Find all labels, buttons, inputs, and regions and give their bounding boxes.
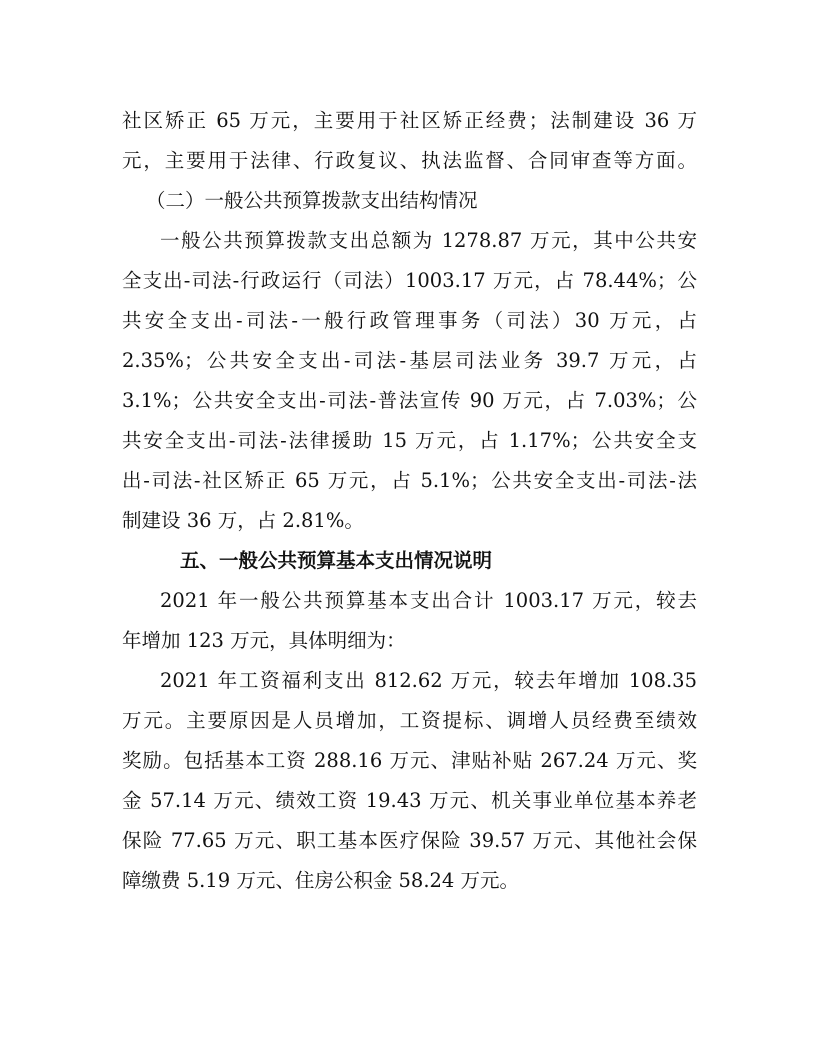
text-line: 元，主要用于法律、行政复议、执法监督、合同审查等方面。 bbox=[122, 149, 697, 172]
text-line: 共安全支出-司法-法律援助 15 万元，占 1.17%；公共安全支 bbox=[122, 429, 697, 452]
text-line: 一般公共预算拨款支出总额为 1278.87 万元，其中公共安 bbox=[160, 229, 697, 252]
text-line: 年增加 123 万元，具体明细为： bbox=[122, 629, 406, 652]
text-line: 保险 77.65 万元、职工基本医疗保险 39.57 万元、其他社会保 bbox=[122, 829, 697, 852]
text-line: 障缴费 5.19 万元、住房公积金 58.24 万元。 bbox=[122, 869, 520, 892]
text-line: 制建设 36 万，占 2.81%。 bbox=[122, 509, 364, 532]
text-line: 全支出-司法-行政运行（司法）1003.17 万元，占 78.44%；公 bbox=[122, 269, 697, 292]
text-line: 社区矫正 65 万元，主要用于社区矫正经费；法制建设 36 万 bbox=[122, 109, 697, 132]
text-line: 2.35%；公共安全支出-司法-基层司法业务 39.7 万元，占 bbox=[122, 349, 697, 372]
text-line: 2021 年一般公共预算基本支出合计 1003.17 万元，较去 bbox=[160, 589, 697, 612]
text-line: 共安全支出-司法-一般行政管理事务（司法）30 万元，占 bbox=[122, 309, 697, 332]
section-heading: 五、一般公共预算基本支出情况说明 bbox=[180, 549, 493, 572]
text-line: 金 57.14 万元、绩效工资 19.43 万元、机关事业单位基本养老 bbox=[122, 789, 697, 812]
text-line: 出-司法-社区矫正 65 万元，占 5.1%；公共安全支出-司法-法 bbox=[122, 469, 697, 492]
text-line: 2021 年工资福利支出 812.62 万元，较去年增加 108.35 bbox=[160, 669, 697, 692]
text-line: 3.1%；公共安全支出-司法-普法宣传 90 万元，占 7.03%；公 bbox=[122, 389, 697, 412]
sub-heading: （二）一般公共预算拨款支出结构情况 bbox=[146, 189, 478, 212]
text-line: 奖励。包括基本工资 288.16 万元、津贴补贴 267.24 万元、奖 bbox=[122, 749, 697, 772]
text-line: 万元。主要原因是人员增加，工资提标、调增人员经费至绩效 bbox=[122, 709, 697, 732]
